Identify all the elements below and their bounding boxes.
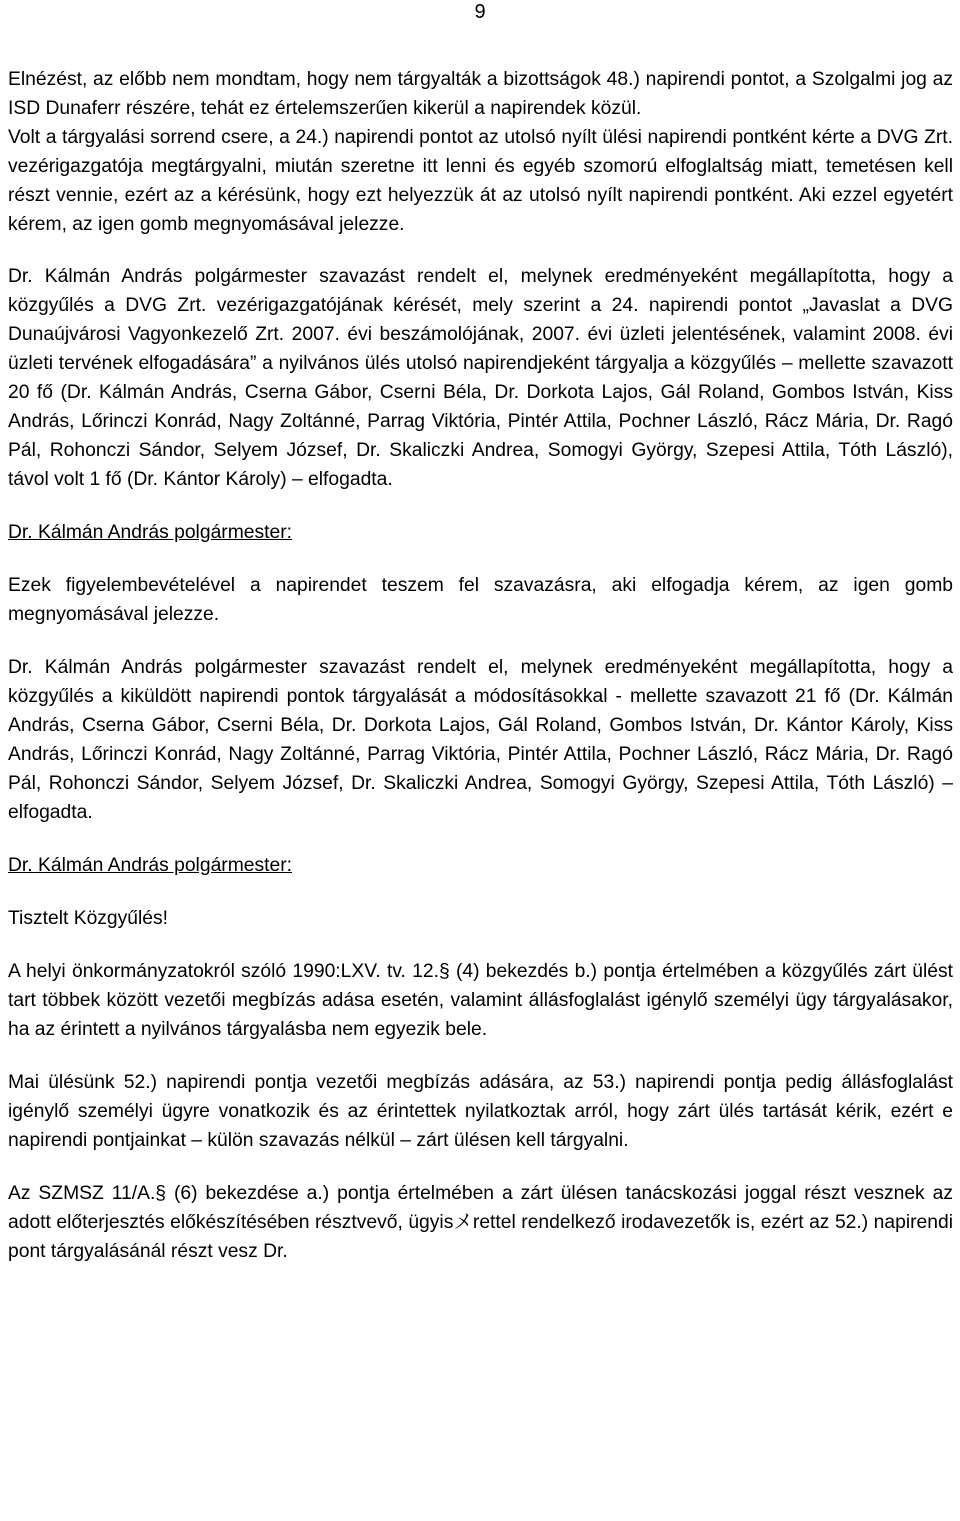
speaker-heading-2: Dr. Kálmán András polgármester: [8, 855, 292, 876]
paragraph-vote-result-2: Dr. Kálmán András polgármester szavazást rendelt el, melynek eredményeként megállapította, hogy a közgyűlés a kiküldött napirendi pontok tárgyalását a módosításokkal - mellette szavazott 21 fő (Dr. Kálmán András, Cserna Gábor, Cserni Béla, Dr. Dorkota Lajos, Gál Roland, Gombos István, Dr. Kántor Károly, Kiss András, Lőrinczi Konrád, Nagy Zoltánné, Parrag Viktória, Pintér Attila, Pochner László, Rácz Mária, Dr. Ragó Pál, Rohonczi Sándor, Selyem József, Dr. Skaliczki Andrea, Somogyi György, Szepesi Attila, Tóth László) – elfogadta. [8, 657, 953, 823]
paragraph-legal-basis: A helyi önkormányzatokról szóló 1990:LXV. tv. 12.§ (4) bekezdés b.) pontja értelmében a közgyűlés zárt ülést tart többek között vezetői megbízás adása esetén, valamint állásfoglalást igénylő személyi ügy tárgyalásakor, ha az érintett a nyilvános tárgyalásba nem egyezik bele. [8, 961, 953, 1040]
paragraph-szmsz-reference: Az SZMSZ 11/A.§ (6) bekezdése a.) pontja értelmében a zárt ülésen tanácskozási joggal részt vesznek az adott előterjesztés előkészítésében résztvevő, ügyisメrettel rendelkező irodavezetők is, ezért az 52.) napirendi pont tárgyalásánál részt vesz Dr. [8, 1183, 953, 1262]
paragraph-closed-session-items: Mai ülésünk 52.) napirendi pontja vezetői megbízás adására, az 53.) napirendi pontja pedig állásfoglalást igénylő személyi ügyre vonatkozik és az érintettek nyilatkoztak arról, hogy zárt ülés tartását kérik, ezért e napirendi pontjainkat – külön szavazás nélkül – zárt ülésen kell tárgyalni. [8, 1072, 953, 1151]
speaker-heading-1: Dr. Kálmán András polgármester: [8, 522, 292, 543]
paragraph-apology: Elnézést, az előbb nem mondtam, hogy nem tárgyalták a bizottságok 48.) napirendi pontot, a Szolgalmi jog az ISD Dunaferr részére, tehát ez értelemszerűen kikerül a napirendek közül. [8, 69, 953, 119]
page-number: 9 [474, 1, 486, 23]
document-body [8, 65, 953, 1266]
paragraph-agenda-vote-call: Ezek figyelembevételével a napirendet teszem fel szavazásra, aki elfogadja kérem, az igen gomb megnyomásával jelezze. [8, 575, 953, 625]
paragraph-vote-result-1: Dr. Kálmán András polgármester szavazást rendelt el, melynek eredményeként megállapította, hogy a közgyűlés a DVG Zrt. vezérigazgatójának kérését, mely szerint a 24. napirendi pontot „Javaslat a DVG Dunaújvárosi Vagyonkezelő Zrt. 2007. évi beszámolójának, 2007. évi üzleti jelentésének, valamint 2008. évi üzleti tervének elfogadására” a nyilvános ülés utolsó napirendjeként tárgyalja a közgyűlés – mellette szavazott 20 fő (Dr. Kálmán András, Cserna Gábor, Cserni Béla, Dr. Dorkota Lajos, Gál Roland, Gombos István, Kiss András, Lőrinczi Konrád, Nagy Zoltánné, Parrag Viktória, Pintér Attila, Pochner László, Rácz Mária, Dr. Ragó Pál, Rohonczi Sándor, Selyem József, Dr. Skaliczki Andrea, Somogyi György, Szepesi Attila, Tóth László), távol volt 1 fő (Dr. Kántor Károly) – elfogadta. [8, 266, 953, 490]
paragraph-salutation: Tisztelt Közgyűlés! [8, 908, 169, 929]
paragraph-order-change: Volt a tárgyalási sorrend csere, a 24.) napirendi pontot az utolsó nyílt ülési napirendi pontként kérte a DVG Zrt. vezérigazgatója megtárgyalni, miután szeretne itt lenni és egyéb szomorú elfoglaltság miatt, temetésen kell részt vennie, ezért az a kérésünk, hogy ezt helyezzük át az utolsó nyílt napirendi pontként. Aki ezzel egyetért kérem, az igen gomb megnyomásával jelezze. [8, 127, 953, 235]
